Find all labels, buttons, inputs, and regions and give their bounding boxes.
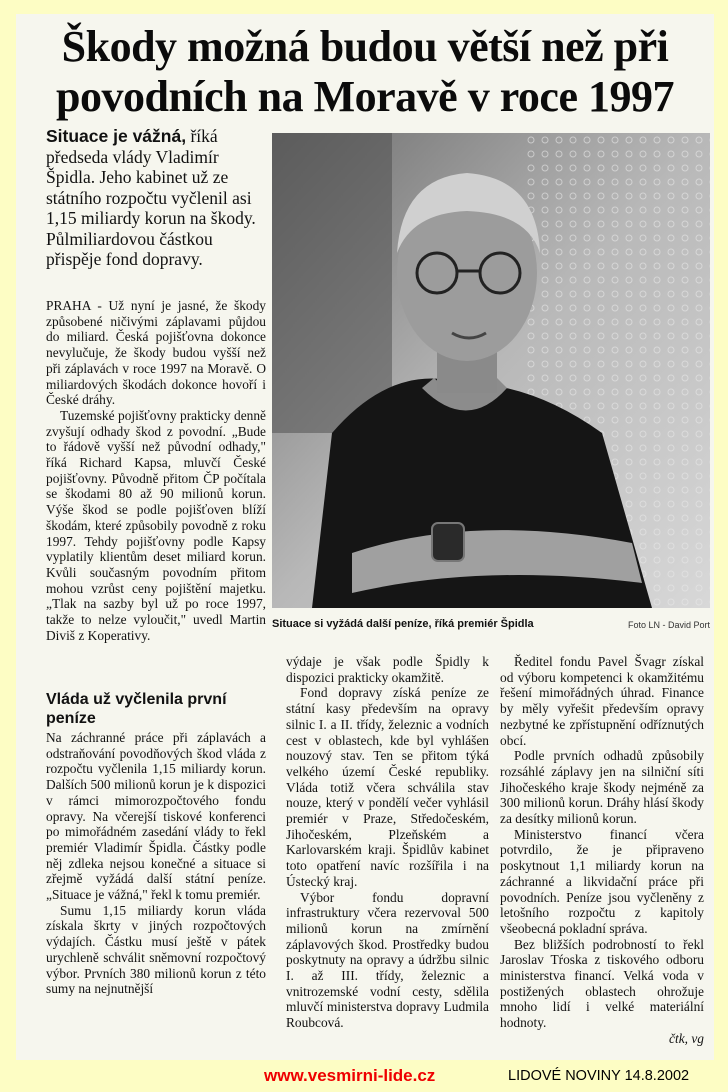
paragraph: Výbor fondu dopravní infrastruktury včera rezervoval 500 milionů korun na zmírnění záplavových škod. Prostředky budou poskytnuty na opravy a údržbu silnic I. až III. třídy, železnic a vnitrozemské vodní cesty, sdělila mluvčí ministerstva dopravy Ludmila Roubcová.	[286, 889, 489, 1031]
headline: Škody možná budou větší než při povodních na Moravě v roce 1997	[56, 22, 674, 121]
column-2	[286, 654, 489, 1031]
photo-caption: Situace si vyžádá další peníze, říká premiér Špidla	[272, 618, 534, 630]
paragraph: Podle prvních odhadů způsobily rozsáhlé záplavy jen na silniční síti Jihočeského kraje škody nejméně za 300 milionů korun. Dráhy hlásí škody za desítky milionů korun.	[500, 748, 704, 827]
subheading: Vláda už vyčlenila první peníze	[46, 691, 227, 727]
paragraph: Fond dopravy získá peníze ze státní kasy především na opravy silnic I. a II. třídy, železnic a vodních cest v oblastech, kde byl vyhlášen nouzový stav. Ten se přitom týká velkého území České republiky. Vláda totiž včera schválila stav nouze, který v pondělí večer vyhlásil premiér v Praze, Středočeském, Jihočeském, Plzeňském a Karlovarském kraji. Špidlův kabinet toto opatření navíc rozšířila i na Ústecký kraj.	[286, 685, 489, 889]
lead-paragraph	[46, 126, 266, 270]
paragraph: PRAHA - Už nyní je jasné, že škody způsobené ničivými záplavami půjdou do miliard. Česká pojišťovna dokonce nevylučuje, že škody budou vyšší než při záplavách v roce 1997 na Moravě. O miliardových škodách dokonce hovoří i České dráhy.	[46, 298, 266, 408]
source-citation: LIDOVÉ NOVINY 14.8.2002	[508, 1068, 690, 1084]
column-1-top	[46, 298, 266, 643]
photo-credit: Foto LN - David Port	[627, 620, 710, 630]
paragraph: Bez bližších podrobností to řekl Jaroslav Tŕoska z tiskového odboru ministerstva financí. Velká voda v postižených oblastech ohrožuje mnoho lidí i velké materiální hodnoty.	[500, 936, 704, 1031]
news-photo	[272, 133, 710, 608]
portrait-photo-illustration	[272, 133, 710, 608]
website-link[interactable]: www.vesmirni-lide.cz	[264, 1066, 436, 1085]
paragraph: výdaje je však podle Špidly k dispozici prakticky okamžitě.	[286, 654, 489, 685]
paragraph: Na záchranné práce při záplavách a odstraňování povodňových škod vláda z rozpočtu vyčlenila 1,15 miliardy korun. Dalších 500 milionů korun je k dispozici v rámci mimorozpočtového fondu opravy. Na včerejší tiskové konferenci po mimořádném zasedání vlády to řekl premiér Vladimír Špidla. Částky podle něj zdleka nejsou konečné a situace si zřejmě vyžádá další státní peníze. „Situace je vážná," řekl k tomu premiér.	[46, 730, 266, 903]
paragraph: Tuzemské pojišťovny prakticky denně zvyšují odhady škod z povodní. „Bude to řádově vyšší než původní odhady," říká Richard Kapsa, mluvčí České pojišťovny. Původně přitom ČP počítala se škodami 80 až 90 milionů korun. Výše škod se podle pojišťoven blíží škodám, které způsobily povodně z roku 1997. Tehdy pojišťovny podle Kapsy vyplatily klientům deset miliard korun. Kvůli současným povodním přitom mohou vzrůst ceny pojištění majetku. „Tlak na sazby byl už po roce 1997, takže to nelze vyloučit," uvedl Martin Diviš z Koperativy.	[46, 407, 266, 643]
column-3	[500, 654, 704, 1047]
author-signoff: čtk, vg	[669, 1030, 704, 1046]
lead-text: říká předseda vlády Vladimír Špidla. Jeho kabinet už ze státního rozpočtu vyčlenil asi 1,15 miliardy korun na škody. Půlmiliardovou částkou přispěje fond dopravy.	[46, 126, 256, 269]
paragraph: Sumu 1,15 miliardy korun vláda získala škrty v jiných rozpočtových výdajích. Částku musí ještě v pátek urychleně schválit sněmovní rozpočtový výbor. Prvních 380 milionů korun z této sumy na nejnutnější	[46, 902, 266, 997]
lead-bold: Situace je vážná,	[46, 126, 187, 146]
paragraph: Ministerstvo financí včera potvrdilo, že je připraveno poskytnout 1,1 miliardy korun na záchranné a likvidační práce při povodních. Peníze jsou vyčleněny z letošního rozpočtu z kapitoly všeobecná pokladní správa.	[500, 826, 704, 936]
paragraph: Ředitel fondu Pavel Švagr získal od výboru kompetenci k okamžitému řešení mimořádných úhrad. Finance by měly vyřešit především opravy nezbytné ke zpřístupnění odříznutých obcí.	[500, 654, 704, 748]
column-1-bottom	[46, 730, 266, 997]
